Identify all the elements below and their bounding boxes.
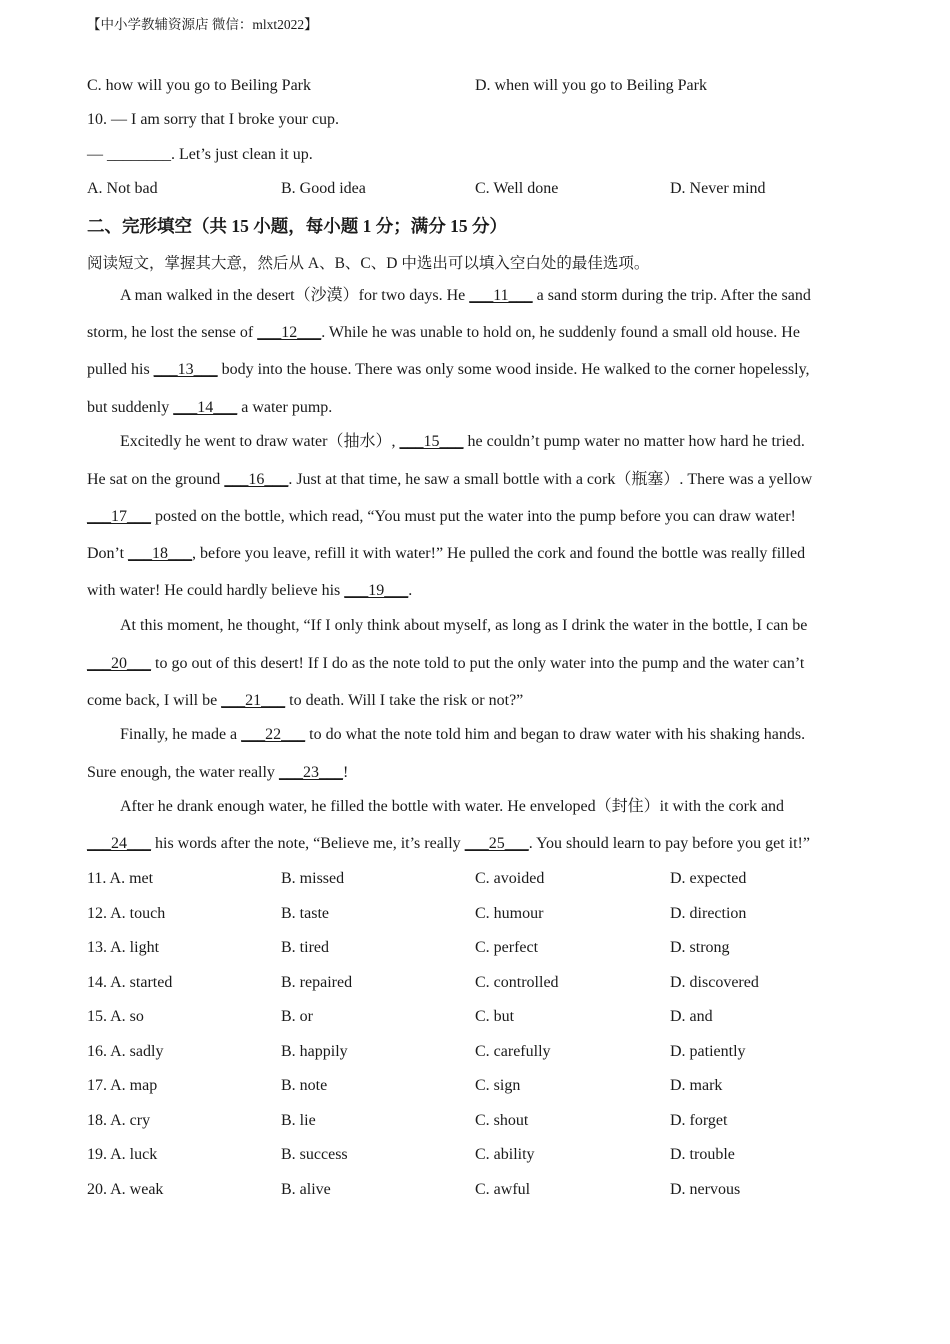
passage-line: He sat on the ground ___16___. Just at that time, he saw a small bottle with a cork（瓶塞）. There was a yellow <box>87 471 813 488</box>
option-d: D. Never mind <box>670 180 766 197</box>
blank-11: ___11___ <box>469 287 533 304</box>
option-b: B. taste <box>281 905 329 922</box>
option-c: C. avoided <box>475 870 545 887</box>
page-header: 【中小学教辅资源店 微信：mlxt2022】 <box>87 17 318 32</box>
option-c: C. how will you go to Beiling Park <box>87 77 311 94</box>
passage-line: but suddenly ___14___ a water pump. <box>87 399 333 416</box>
option-b: B. success <box>281 1146 348 1163</box>
option-a: 12. A. touch <box>87 905 166 922</box>
passage-line: At this moment, he thought, “If I only think about myself, as long as I drink the water in the bottle, I can be <box>120 617 808 634</box>
option-d: D. direction <box>670 905 747 922</box>
option-d: D. forget <box>670 1112 728 1129</box>
option-a: 17. A. map <box>87 1077 158 1094</box>
passage-line: come back, I will be ___21___ to death. Will I take the risk or not?” <box>87 692 524 709</box>
question-row <box>87 1145 887 1165</box>
question-row <box>87 1180 887 1200</box>
option-c: C. ability <box>475 1146 535 1163</box>
question-row <box>87 1042 887 1062</box>
option-c: C. sign <box>475 1077 521 1094</box>
option-d: D. trouble <box>670 1146 735 1163</box>
option-a: 14. A. started <box>87 974 173 991</box>
blank-12: ___12___ <box>257 324 322 341</box>
option-c: C. Well done <box>475 180 559 197</box>
blank-17: ___17___ <box>87 508 151 525</box>
passage-line: ___20___ to go out of this desert! If I do as the note told to put the only water into the pump and the water can’t <box>87 655 805 672</box>
blank-13: ___13___ <box>153 361 218 378</box>
option-a: 18. A. cry <box>87 1112 151 1129</box>
option-d: D. mark <box>670 1077 723 1094</box>
question-row <box>87 938 887 958</box>
passage-line: ___17___ posted on the bottle, which read, “You must put the water into the pump before you can draw water! <box>87 508 796 525</box>
blank-24: ___24___ <box>87 835 151 852</box>
option-a: 13. A. light <box>87 939 160 956</box>
blank-21: ___21___ <box>221 692 286 709</box>
option-b: B. note <box>281 1077 328 1094</box>
question-row <box>87 973 887 993</box>
blank-16: ___16___ <box>224 471 289 488</box>
option-a: A. Not bad <box>87 180 158 197</box>
option-c: C. controlled <box>475 974 559 991</box>
option-a: 11. A. met <box>87 870 154 887</box>
option-d: D. strong <box>670 939 730 956</box>
passage-line: ___24___ his words after the note, “Believe me, it’s really ___25___. You should learn to pay before you get it!” <box>87 835 810 852</box>
question-row <box>87 904 887 924</box>
option-c: C. but <box>475 1008 515 1025</box>
option-b: B. repaired <box>281 974 353 991</box>
option-d: D. patiently <box>670 1043 746 1060</box>
option-b: B. alive <box>281 1181 331 1198</box>
q9-options <box>87 76 887 96</box>
option-d: D. expected <box>670 870 747 887</box>
option-c: C. shout <box>475 1112 529 1129</box>
question-row <box>87 1076 887 1096</box>
option-a: 19. A. luck <box>87 1146 158 1163</box>
section-instruction: 阅读短文，掌握其大意，然后从 A、B、C、D 中选出可以填入空白处的最佳选项。 <box>87 255 650 272</box>
option-c: C. carefully <box>475 1043 551 1060</box>
blank-20: ___20___ <box>87 655 151 672</box>
blank-18: ___18___ <box>128 545 193 562</box>
option-b: B. or <box>281 1008 313 1025</box>
option-d: D. and <box>670 1008 713 1025</box>
option-d: D. nervous <box>670 1181 741 1198</box>
option-c: C. awful <box>475 1181 531 1198</box>
q10-options <box>87 179 887 199</box>
q10-answer-line: — ________. Let’s just clean it up. <box>87 146 313 163</box>
blank-25: ___25___ <box>464 835 529 852</box>
blank-19: ___19___ <box>344 582 409 599</box>
passage-line: A man walked in the desert（沙漠）for two days. He ___11___ a sand storm during the trip. After the sand <box>120 287 811 304</box>
option-d: D. when will you go to Beiling Park <box>475 77 707 94</box>
blank-22: ___22___ <box>241 726 306 743</box>
option-a: 15. A. so <box>87 1008 144 1025</box>
option-c: C. perfect <box>475 939 539 956</box>
option-a: 20. A. weak <box>87 1181 164 1198</box>
passage-line: pulled his ___13___ body into the house. There was only some wood inside. He walked to the corner hopelessly, <box>87 361 810 378</box>
passage-line: Excitedly he went to draw water（抽水）, ___15___ he couldn’t pump water no matter how hard he tried. <box>120 433 805 450</box>
option-b: B. happily <box>281 1043 348 1060</box>
question-row <box>87 1111 887 1131</box>
passage-line: Don’t ___18___, before you leave, refill it with water!” He pulled the cork and found the bottle was really filled <box>87 545 806 562</box>
passage-line: storm, he lost the sense of ___12___. While he was unable to hold on, he suddenly found a small old house. He <box>87 324 800 341</box>
option-d: D. discovered <box>670 974 759 991</box>
question-row <box>87 869 887 889</box>
q10-question: 10. — I am sorry that I broke your cup. <box>87 111 339 128</box>
option-b: B. missed <box>281 870 345 887</box>
passage-line: After he drank enough water, he filled the bottle with water. He enveloped（封住）it with the cork and <box>120 798 785 815</box>
option-c: C. humour <box>475 905 544 922</box>
section-title: 二、完形填空（共 15 小题，每小题 1 分；满分 15 分） <box>87 216 507 236</box>
passage-line: Sure enough, the water really ___23___! <box>87 764 349 781</box>
blank-23: ___23___ <box>278 764 343 781</box>
passage-line: Finally, he made a ___22___ to do what the note told him and began to draw water with his shaking hands. <box>120 726 806 743</box>
passage-line: with water! He could hardly believe his ___19___. <box>87 582 413 599</box>
blank-14: ___14___ <box>173 399 238 416</box>
option-a: 16. A. sadly <box>87 1043 164 1060</box>
question-row <box>87 1007 887 1027</box>
option-b: B. lie <box>281 1112 316 1129</box>
option-b: B. Good idea <box>281 180 366 197</box>
option-b: B. tired <box>281 939 329 956</box>
blank-15: ___15___ <box>399 433 464 450</box>
